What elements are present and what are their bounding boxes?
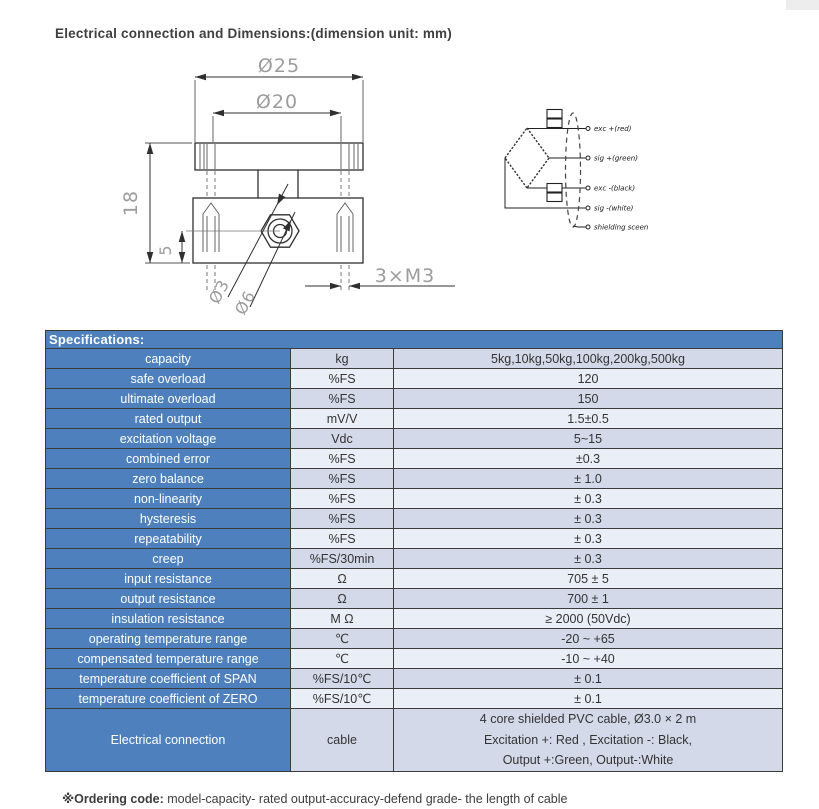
table-row — [46, 369, 783, 389]
spec-unit: %FS/10℃ — [291, 669, 394, 689]
load-cell-side-view — [120, 55, 455, 318]
spec-unit: %FS — [291, 369, 394, 389]
dim-dia25: Ø25 — [257, 55, 301, 77]
spec-value: ± 0.1 — [394, 689, 783, 709]
spec-unit: ℃ — [291, 629, 394, 649]
spec-table-body — [46, 349, 783, 772]
spec-value: 705 ± 5 — [394, 569, 783, 589]
table-row — [46, 709, 783, 772]
spec-unit: %FS — [291, 529, 394, 549]
spec-param: ultimate overload — [46, 389, 291, 409]
table-row — [46, 629, 783, 649]
table-row — [46, 349, 783, 369]
table-row — [46, 509, 783, 529]
spec-value: 5~15 — [394, 429, 783, 449]
spec-value-line: Output +:Green, Output-:White — [502, 753, 674, 767]
wire-label-shield: shielding sceen — [594, 223, 649, 232]
spec-unit: cable — [291, 709, 394, 772]
spec-value: 1.5±0.5 — [394, 409, 783, 429]
table-row — [46, 689, 783, 709]
spec-param: output resistance — [46, 589, 291, 609]
spec-value: ± 0.3 — [394, 489, 783, 509]
spec-param: rated output — [46, 409, 291, 429]
spec-param: temperature coefficient of SPAN — [46, 669, 291, 689]
specifications-table — [45, 330, 783, 772]
spec-param: non-linearity — [46, 489, 291, 509]
spec-value: ± 0.1 — [394, 669, 783, 689]
spec-param: Electrical connection — [46, 709, 291, 772]
table-row — [46, 489, 783, 509]
spec-param: compensated temperature range — [46, 649, 291, 669]
spec-value-line: 4 core shielded PVC cable, Ø3.0 × 2 m — [479, 712, 697, 726]
table-row — [46, 549, 783, 569]
table-row — [46, 449, 783, 469]
spec-unit: M Ω — [291, 609, 394, 629]
table-row — [46, 569, 783, 589]
spec-unit: ℃ — [291, 649, 394, 669]
ordering-code-note — [62, 791, 567, 806]
dimension-drawing — [0, 55, 760, 325]
spec-value: ± 1.0 — [394, 469, 783, 489]
spec-param: operating temperature range — [46, 629, 291, 649]
spec-param: insulation resistance — [46, 609, 291, 629]
spec-param: excitation voltage — [46, 429, 291, 449]
spec-value: ± 0.3 — [394, 549, 783, 569]
spec-unit: %FS — [291, 469, 394, 489]
spec-value-line: Excitation +: Red , Excitation -: Black, — [483, 732, 693, 747]
spec-unit: mV/V — [291, 409, 394, 429]
wire-label-exc-plus: exc +(red) — [594, 125, 632, 133]
table-row — [46, 529, 783, 549]
page-title: Electrical connection and Dimensions:(dimension unit: mm) — [55, 26, 452, 41]
wire-label-sig-minus: sig -(white) — [594, 204, 634, 213]
spec-unit: %FS — [291, 489, 394, 509]
spec-value: 150 — [394, 389, 783, 409]
spec-unit: %FS/30min — [291, 549, 394, 569]
specifications-section — [45, 330, 782, 772]
ordering-code-text: model-capacity- rated output-accuracy-defend grade- the length of cable — [163, 792, 568, 806]
ordering-code-label: ※Ordering code: — [62, 792, 164, 806]
spec-unit: Vdc — [291, 429, 394, 449]
table-row — [46, 609, 783, 629]
spec-param: capacity — [46, 349, 291, 369]
spec-param: zero balance — [46, 469, 291, 489]
spec-value: ≥ 2000 (50Vdc) — [394, 609, 783, 629]
dim-height18: 18 — [120, 189, 142, 217]
table-row — [46, 429, 783, 449]
spec-value: -10 ~ +40 — [394, 649, 783, 669]
cable-sheath — [566, 113, 581, 227]
spec-unit: %FS — [291, 509, 394, 529]
wire-label-sig-plus: sig +(green) — [594, 154, 638, 163]
spec-value: 700 ± 1 — [394, 589, 783, 609]
spec-unit: %FS — [291, 449, 394, 469]
spec-unit: %FS/10℃ — [291, 689, 394, 709]
spec-param: combined error — [46, 449, 291, 469]
spec-unit: kg — [291, 349, 394, 369]
dim-dia6: Ø6 — [230, 287, 260, 318]
table-row — [46, 469, 783, 489]
spec-param: creep — [46, 549, 291, 569]
table-row — [46, 389, 783, 409]
wire-label-exc-minus: exc -(black) — [594, 184, 636, 193]
spec-param: safe overload — [46, 369, 291, 389]
spec-value: 5kg,10kg,50kg,100kg,200kg,500kg — [394, 349, 783, 369]
spec-value — [394, 709, 783, 772]
dim-height5: 5 — [156, 244, 175, 256]
page-corner-block — [786, 0, 819, 10]
spec-unit: Ω — [291, 569, 394, 589]
spec-value: ±0.3 — [394, 449, 783, 469]
dim-dia20: Ø20 — [255, 91, 299, 113]
spec-unit: Ω — [291, 589, 394, 609]
dim-dia3: Ø3 — [204, 276, 234, 307]
spec-value: 120 — [394, 369, 783, 389]
spec-value: ± 0.3 — [394, 509, 783, 529]
table-row — [46, 409, 783, 429]
spec-param: repeatability — [46, 529, 291, 549]
spec-param: input resistance — [46, 569, 291, 589]
table-row — [46, 589, 783, 609]
spec-param: hysteresis — [46, 509, 291, 529]
dim-thread: 3×M3 — [374, 265, 436, 287]
spec-value: -20 ~ +65 — [394, 629, 783, 649]
wiring-diagram — [505, 110, 648, 232]
spec-param: temperature coefficient of ZERO — [46, 689, 291, 709]
spec-value: ± 0.3 — [394, 529, 783, 549]
table-row — [46, 669, 783, 689]
spec-unit: %FS — [291, 389, 394, 409]
table-row — [46, 649, 783, 669]
spec-table-header: Specifications: — [46, 331, 783, 349]
